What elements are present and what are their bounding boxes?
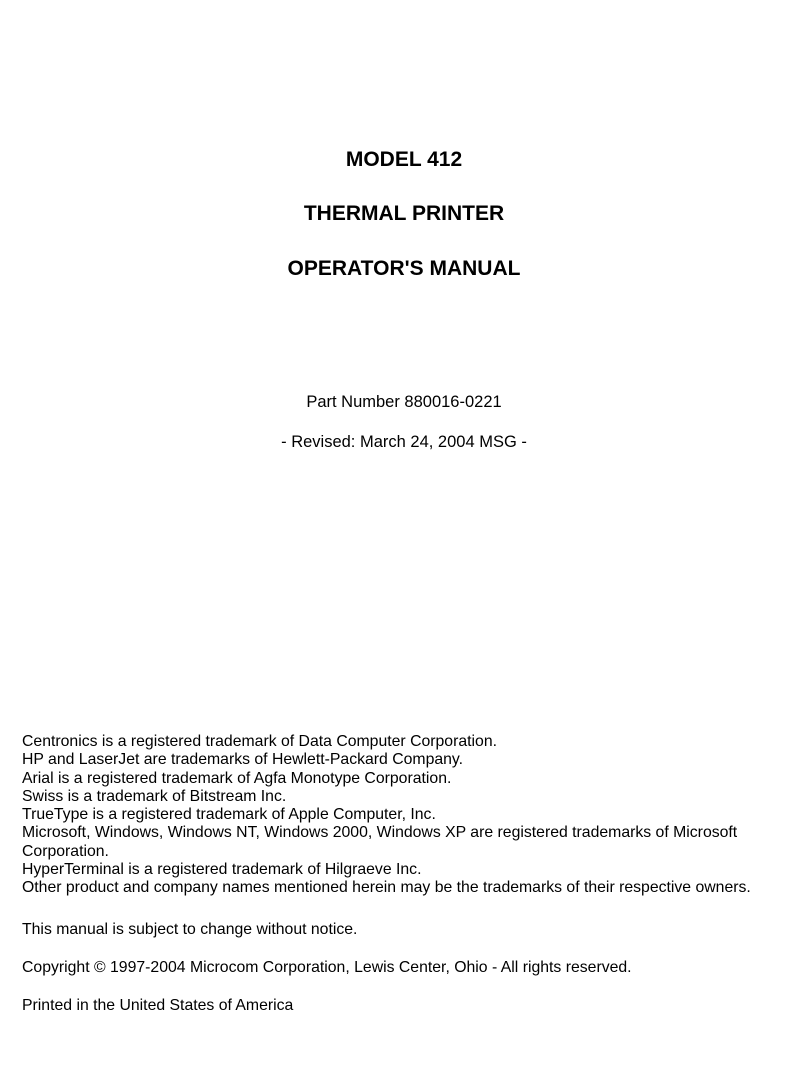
title-manual: OPERATOR'S MANUAL [287, 257, 521, 280]
title-model: MODEL 412 [345, 148, 463, 171]
trademark-line: Microsoft, Windows, Windows NT, Windows 2000, Windows XP are registered trademarks of Microsoft Corporation. [22, 824, 738, 860]
title-product: THERMAL PRINTER [303, 202, 505, 225]
trademark-line: HP and LaserJet are trademarks of Hewlett-Packard Company. [22, 751, 464, 769]
change-notice: This manual is subject to change without notice. [22, 921, 358, 938]
trademark-line: HyperTerminal is a registered trademark of Hilgraeve Inc. [22, 861, 422, 879]
part-number: Part Number 880016-0221 [306, 393, 502, 411]
printed-location: Printed in the United States of America [22, 997, 294, 1014]
trademark-line: Arial is a registered trademark of Agfa Monotype Corporation. [22, 769, 452, 787]
trademark-line: Other product and company names mentioned herein may be the trademarks of their respective owners. [22, 879, 751, 897]
trademark-list [22, 733, 798, 898]
revision-date: - Revised: March 24, 2004 MSG - [281, 433, 527, 451]
trademark-line: Swiss is a trademark of Bitstream Inc. [22, 787, 287, 805]
copyright-notice: Copyright © 1997-2004 Microcom Corporation, Lewis Center, Ohio - All rights reserved. [22, 959, 632, 976]
trademark-line: Centronics is a registered trademark of Data Computer Corporation. [22, 733, 497, 750]
trademark-line: TrueType is a registered trademark of Apple Computer, Inc. [22, 806, 436, 824]
